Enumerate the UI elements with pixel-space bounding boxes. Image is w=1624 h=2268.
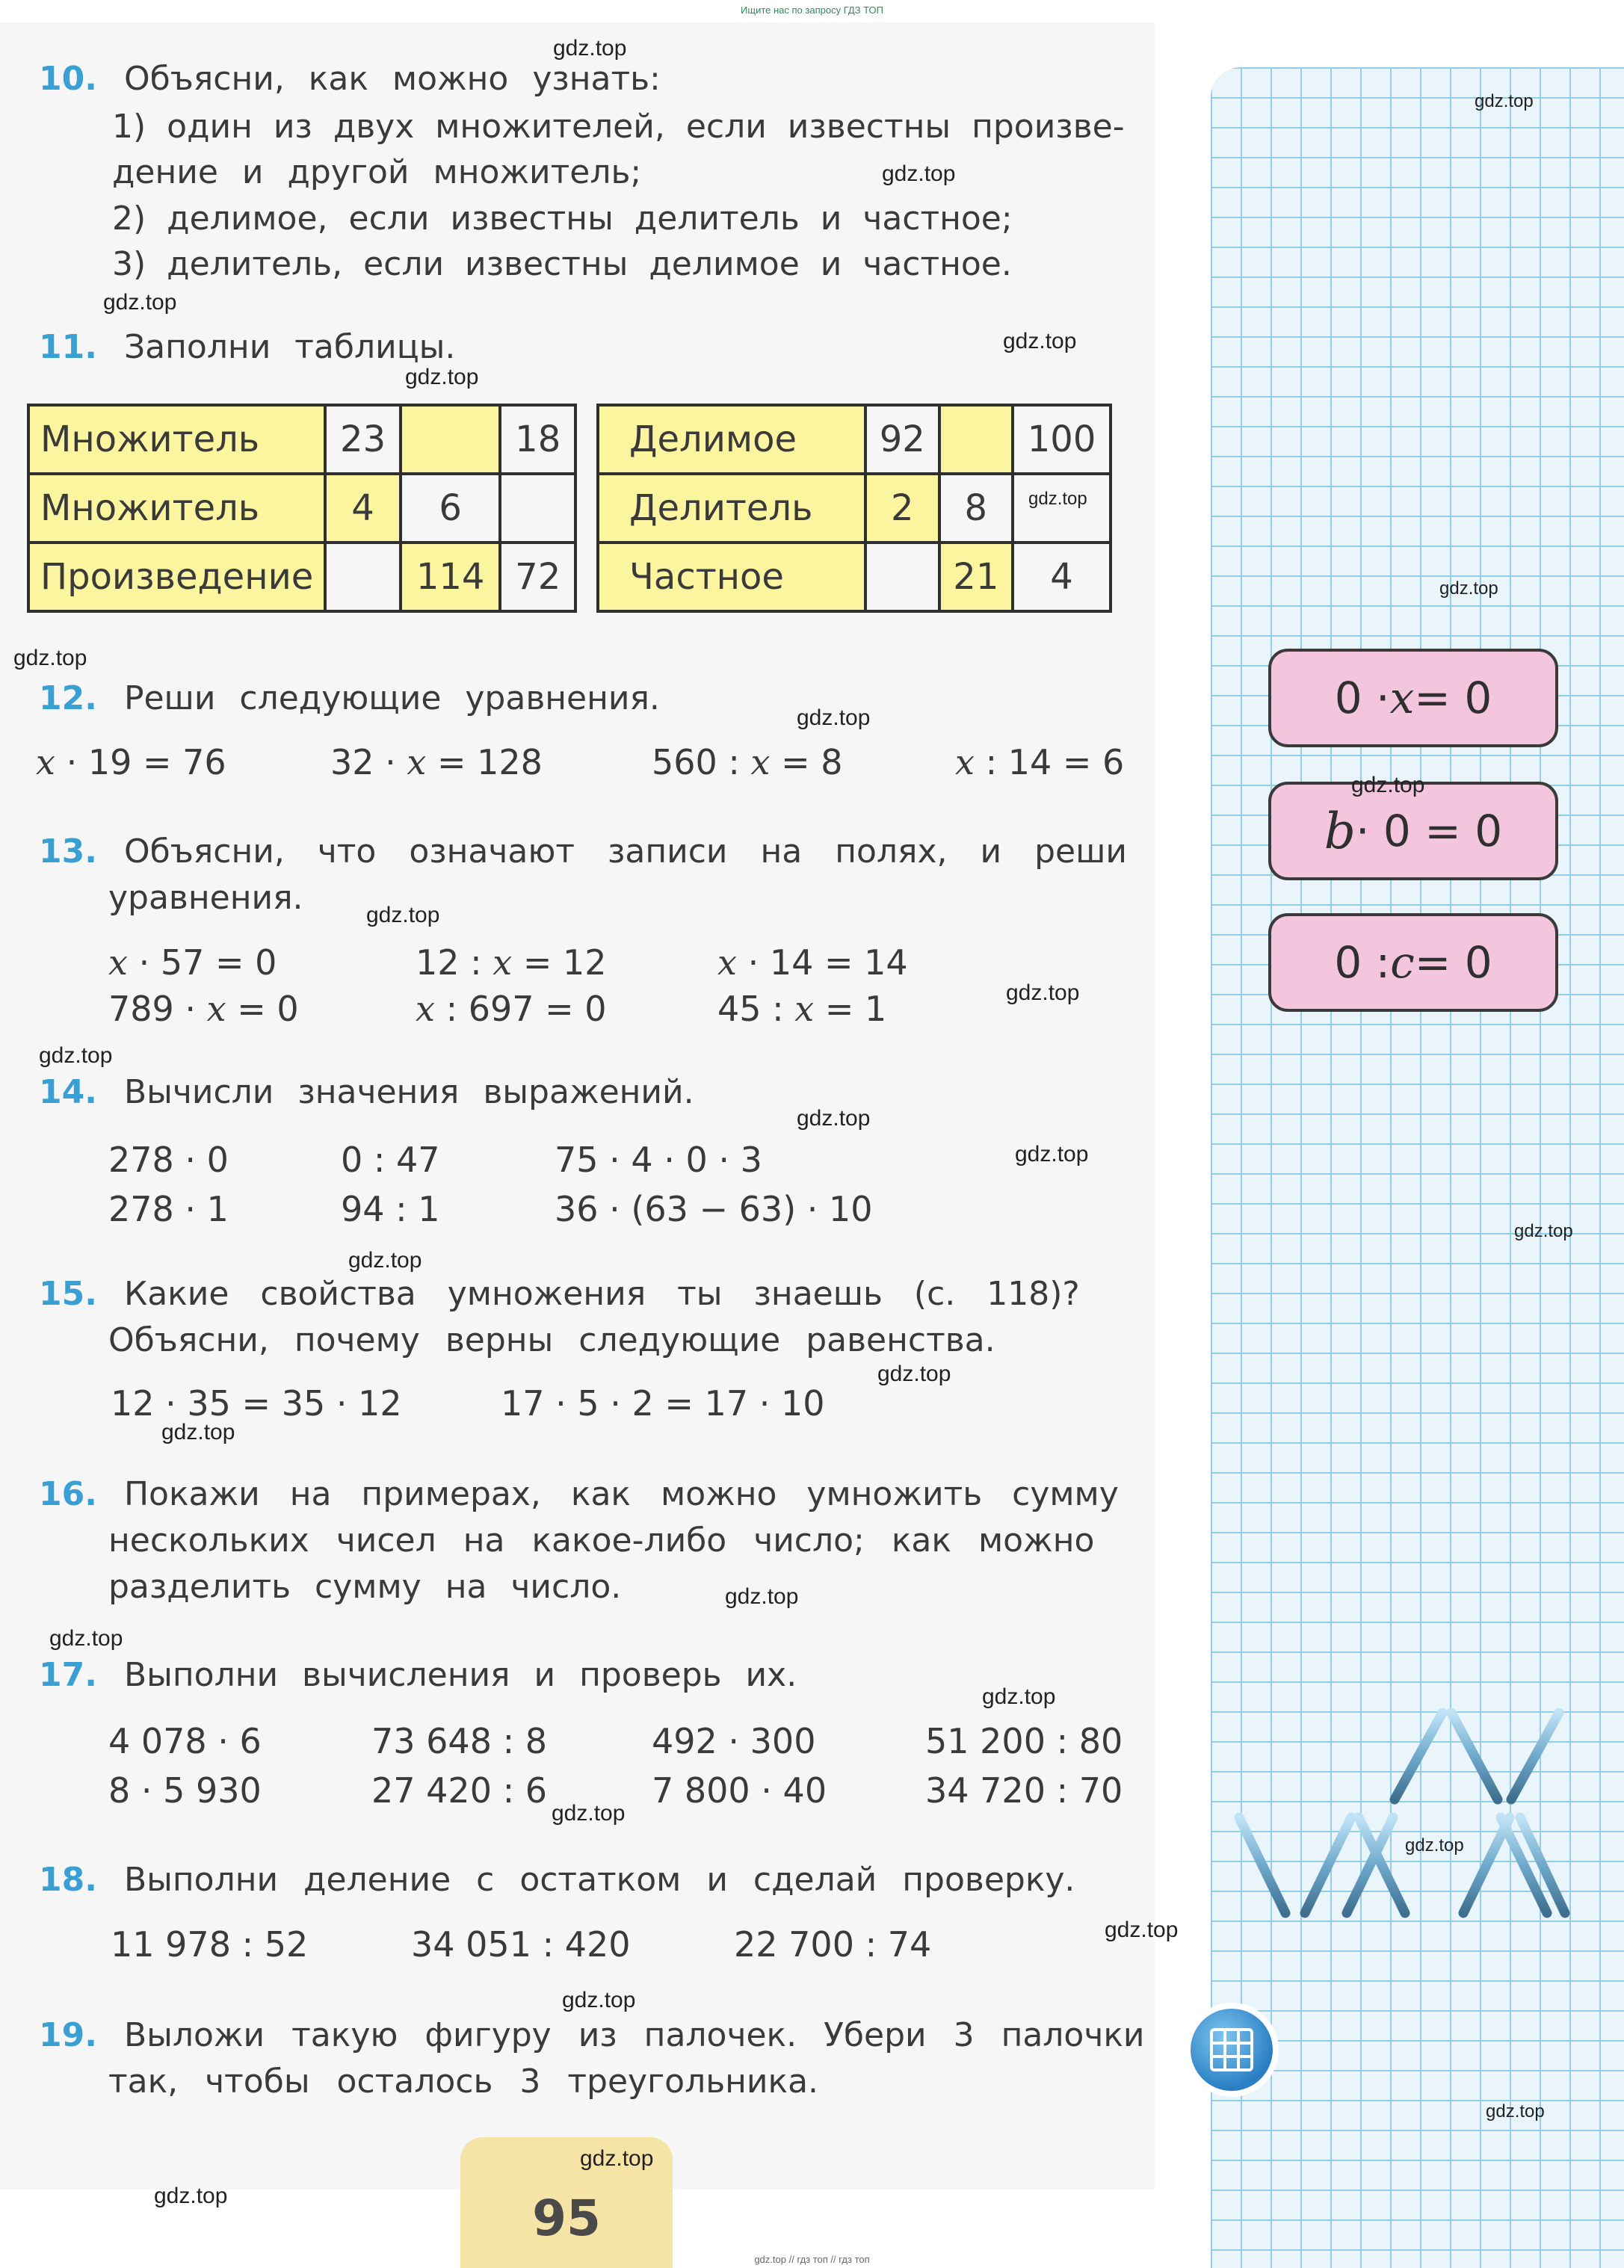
watermark: gdz.top bbox=[580, 2146, 654, 2171]
watermark: gdz.top bbox=[1514, 1221, 1573, 1241]
exercise-text: Объясни, как можно узнать: bbox=[123, 60, 661, 98]
watermark: gdz.top bbox=[49, 1626, 123, 1651]
watermark: gdz.top bbox=[553, 36, 627, 61]
expression: 51 200 : 80 bbox=[925, 1721, 1123, 1761]
watermark: gdz.top bbox=[1351, 773, 1425, 797]
table-header-cell: Произведение bbox=[28, 543, 325, 611]
expression: 4 078 · 6 bbox=[108, 1721, 262, 1761]
table-cell: 100 bbox=[1013, 405, 1111, 474]
equation: x · 57 = 0 bbox=[108, 942, 277, 983]
watermark: gdz.top bbox=[1475, 91, 1534, 111]
expression: 278 · 0 bbox=[108, 1140, 229, 1180]
equation: 12 : x = 12 bbox=[416, 942, 607, 983]
table-header-cell: Делимое bbox=[598, 405, 865, 474]
table-cell bbox=[325, 543, 401, 611]
matchstick-figure bbox=[1224, 1695, 1575, 1941]
exercise-text: Реши следующие уравнения. bbox=[123, 679, 660, 717]
exercise-text: Вычисли значения выражений. bbox=[123, 1073, 694, 1111]
watermark: gdz.top bbox=[552, 1801, 626, 1826]
exercise-text: 2) делимое, если известны делитель и частное; bbox=[112, 200, 1013, 238]
table-row bbox=[598, 405, 1111, 474]
equation: x : 14 = 6 bbox=[955, 742, 1125, 782]
exercise-text: уравнения. bbox=[108, 879, 303, 917]
table-cell: 114 bbox=[401, 543, 501, 611]
rule-card: 0 · x = 0 bbox=[1268, 649, 1558, 747]
expression: 0 : 47 bbox=[341, 1140, 440, 1180]
watermark: gdz.top bbox=[103, 290, 177, 315]
table-cell: 2 bbox=[865, 474, 939, 543]
table-cell bbox=[500, 474, 575, 543]
rule-card: b · 0 = 0 bbox=[1268, 782, 1558, 880]
exercise-number: 10. bbox=[39, 60, 97, 98]
expression: 34 720 : 70 bbox=[925, 1770, 1123, 1811]
exercise-number: 18. bbox=[39, 1861, 97, 1899]
watermark: gdz.top bbox=[1003, 329, 1077, 353]
page-number: 95 bbox=[532, 2190, 601, 2247]
expression: 492 · 300 bbox=[652, 1721, 816, 1761]
exercise-text: Заполни таблицы. bbox=[123, 328, 456, 366]
table-cell: 18 bbox=[500, 405, 575, 474]
equation: 560 : x = 8 bbox=[652, 742, 843, 782]
watermark: gdz.top bbox=[405, 365, 479, 389]
watermark: gdz.top bbox=[1405, 1835, 1464, 1856]
equation: 32 · x = 128 bbox=[330, 742, 543, 782]
exercise-text: дение и другой множитель; bbox=[112, 153, 642, 191]
watermark: gdz.top bbox=[877, 1362, 951, 1386]
expression: 22 700 : 74 bbox=[734, 1924, 932, 1965]
bottom-banner: gdz.top // гдз топ // гдз топ bbox=[754, 2254, 870, 2265]
watermark: gdz.top bbox=[797, 1106, 871, 1131]
expression: 27 420 : 6 bbox=[371, 1770, 547, 1811]
watermark: gdz.top bbox=[366, 903, 440, 927]
table-cell: 21 bbox=[939, 543, 1013, 611]
exercise-text: Выполни вычисления и проверь их. bbox=[123, 1656, 797, 1694]
table-cell: 4 bbox=[1013, 543, 1111, 611]
expression: 34 051 : 420 bbox=[411, 1924, 631, 1965]
exercise-text: 1) один из двух множителей, если известны произве- bbox=[112, 108, 1125, 146]
table-row bbox=[28, 405, 575, 474]
watermark: gdz.top bbox=[797, 705, 871, 730]
exercise-text: Объясни, что означают записи на полях, и реши bbox=[123, 832, 1127, 871]
table-cell: 8 bbox=[939, 474, 1013, 543]
exercise-text: Выложи такую фигуру из палочек. Убери 3 палочки bbox=[123, 2016, 1145, 2054]
watermark: gdz.top bbox=[562, 1988, 636, 2012]
table-cell: 72 bbox=[500, 543, 575, 611]
table-cell bbox=[865, 543, 939, 611]
expression: 8 · 5 930 bbox=[108, 1770, 262, 1811]
watermark: gdz.top bbox=[1439, 578, 1498, 599]
expression: 75 · 4 · 0 · 3 bbox=[555, 1140, 762, 1180]
table-header-cell: Частное bbox=[598, 543, 865, 611]
table-row bbox=[28, 543, 575, 611]
expression: 11 978 : 52 bbox=[111, 1924, 309, 1965]
table-cell: 6 bbox=[401, 474, 501, 543]
watermark: gdz.top bbox=[982, 1684, 1056, 1709]
exercise-number: 13. bbox=[39, 832, 97, 871]
watermark: gdz.top bbox=[39, 1043, 113, 1068]
exercise-number: 17. bbox=[39, 1656, 97, 1694]
table-header-cell: Делитель bbox=[598, 474, 865, 543]
exercise-text: 3) делитель, если известны делимое и частное. bbox=[112, 245, 1012, 283]
watermark: gdz.top bbox=[154, 2184, 228, 2208]
table-cell: 92 bbox=[865, 405, 939, 474]
watermark: gdz.top bbox=[161, 1420, 235, 1444]
table-cell: 23 bbox=[325, 405, 401, 474]
equation: x : 697 = 0 bbox=[416, 989, 607, 1029]
equation: x · 14 = 14 bbox=[717, 942, 908, 983]
expression: 12 · 35 = 35 · 12 bbox=[111, 1383, 402, 1424]
watermark: gdz.top bbox=[725, 1584, 799, 1609]
table-cell bbox=[401, 405, 501, 474]
rule-card: 0 : c = 0 bbox=[1268, 913, 1558, 1012]
expression: 278 · 1 bbox=[108, 1189, 229, 1229]
expression: 17 · 5 · 2 = 17 · 10 bbox=[501, 1383, 825, 1424]
table-header-cell: Множитель bbox=[28, 405, 325, 474]
watermark: gdz.top bbox=[348, 1248, 422, 1273]
table-row bbox=[598, 543, 1111, 611]
exercise-text: разделить сумму на число. bbox=[108, 1568, 622, 1606]
exercise-number: 15. bbox=[39, 1275, 97, 1313]
equation: 789 · x = 0 bbox=[108, 989, 299, 1029]
table-header-cell: Множитель bbox=[28, 474, 325, 543]
table-cell bbox=[939, 405, 1013, 474]
exercise-number: 14. bbox=[39, 1073, 97, 1111]
exercise-text: Выполни деление с остатком и сделай проверку. bbox=[123, 1861, 1075, 1899]
exercise-number: 16. bbox=[39, 1475, 97, 1513]
table-cell: 4 bbox=[325, 474, 401, 543]
watermark: gdz.top bbox=[13, 646, 87, 670]
watermark: gdz.top bbox=[1006, 980, 1080, 1005]
watermark: gdz.top bbox=[1486, 2101, 1545, 2122]
exercise-number: 12. bbox=[39, 679, 97, 717]
watermark: gdz.top bbox=[1015, 1142, 1089, 1167]
exercise-text: нескольких чисел на какое-либо число; как можно bbox=[108, 1521, 1095, 1560]
exercise-number: 19. bbox=[39, 2016, 97, 2054]
exercise-number: 11. bbox=[39, 328, 97, 366]
table-row bbox=[28, 474, 575, 543]
exercise-text: Покажи на примерах, как можно умножить сумму bbox=[123, 1475, 1119, 1513]
equation: 45 : x = 1 bbox=[717, 989, 887, 1029]
expression: 94 : 1 bbox=[341, 1189, 440, 1229]
exercise-text: Объясни, почему верны следующие равенства. bbox=[108, 1321, 995, 1359]
expression: 7 800 · 40 bbox=[652, 1770, 827, 1811]
top-banner: Ищите нас по запросу ГДЗ ТОП bbox=[741, 4, 883, 16]
watermark: gdz.top bbox=[1105, 1918, 1179, 1942]
watermark: gdz.top bbox=[1028, 489, 1087, 509]
expression: 73 648 : 8 bbox=[371, 1721, 547, 1761]
exercise-text: так, чтобы осталось 3 треугольника. bbox=[108, 2062, 819, 2101]
expression: 36 · (63 − 63) · 10 bbox=[555, 1189, 873, 1229]
exercise-text: Какие свойства умножения ты знаешь (с. 118)? bbox=[123, 1275, 1080, 1313]
multiplication-table bbox=[27, 404, 577, 613]
equation: x · 19 = 76 bbox=[36, 742, 226, 782]
grid-icon bbox=[1185, 2003, 1279, 2097]
watermark: gdz.top bbox=[882, 161, 956, 186]
